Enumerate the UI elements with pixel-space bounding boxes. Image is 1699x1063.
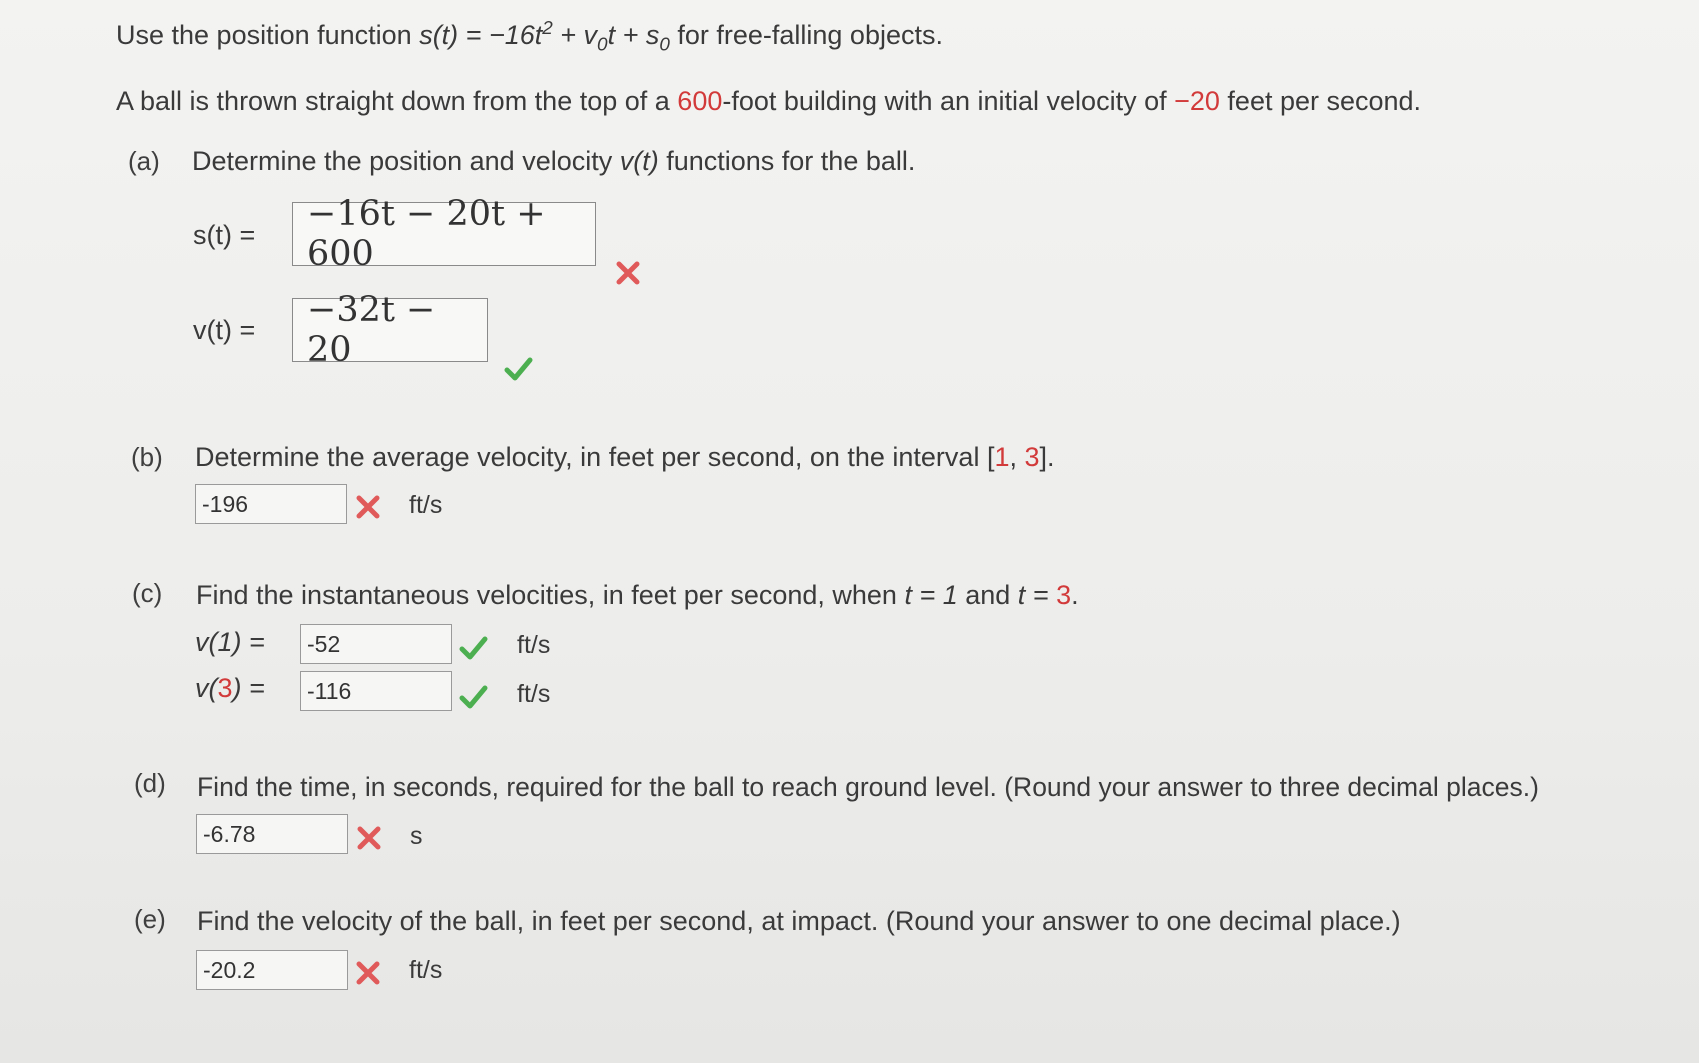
building-height: 600: [677, 86, 723, 116]
intro-prefix: Use the position function: [116, 20, 420, 50]
part-a-letter: (a): [128, 146, 160, 176]
v3-input[interactable]: -116: [300, 671, 452, 711]
part-d-question: Find the time, in seconds, required for the ball to reach ground level. (Round your answer to three decimal places.): [197, 772, 1539, 802]
part-b-question: Determine the average velocity, in feet per second, on the interval [1, 3].: [195, 442, 1055, 472]
part-e-letter: (e): [134, 904, 166, 934]
impact-velocity-input[interactable]: -20.2: [196, 950, 348, 990]
avg-velocity-input[interactable]: -196: [195, 484, 347, 524]
intro-suffix: for free-falling objects.: [669, 20, 943, 50]
correct-check-icon: [503, 354, 533, 384]
incorrect-x-icon: [613, 258, 643, 288]
avg-velocity-unit: ft/s: [409, 491, 443, 519]
v1-input[interactable]: -52: [300, 624, 452, 664]
v-function-answer: −32t − 20: [307, 290, 436, 370]
v1-unit: ft/s: [517, 631, 551, 659]
incorrect-x-icon: [354, 823, 384, 853]
v3-unit: ft/s: [517, 680, 551, 708]
s-function-answer: −16t − 20t + 600: [307, 194, 546, 274]
s-function-answer-box[interactable]: [292, 194, 596, 274]
incorrect-x-icon: [353, 958, 383, 988]
s-function-label: s(t) =: [193, 220, 256, 250]
v1-label: v(1) =: [195, 627, 265, 657]
ground-time-input[interactable]: -6.78: [196, 814, 348, 854]
part-c-letter: (c): [132, 578, 163, 608]
incorrect-x-icon: [353, 492, 383, 522]
correct-check-icon: [458, 682, 488, 712]
ground-time-unit: s: [410, 822, 423, 850]
correct-check-icon: [458, 633, 488, 663]
problem-statement: A ball is thrown straight down from the top of a 600-foot building with an initial velocity of −20 feet per second.: [116, 86, 1422, 116]
v-function-label: v(t) =: [193, 315, 256, 345]
impact-velocity-unit: ft/s: [409, 956, 443, 984]
part-a-question: Determine the position and velocity v(t) functions for the ball.: [192, 146, 916, 176]
part-b-letter: (b): [131, 442, 163, 472]
part-e-question: Find the velocity of the ball, in feet per second, at impact. (Round your answer to one decimal place.): [197, 906, 1401, 936]
v-function-answer-box[interactable]: [292, 290, 488, 370]
intro-text: [116, 18, 943, 56]
part-d-letter: (d): [134, 768, 166, 798]
v3-label: v(3) =: [195, 673, 265, 703]
initial-velocity: −20: [1174, 86, 1220, 116]
intro-formula: $s(t) = -16t^2 + v_0t + s_0$: [419, 18, 670, 56]
part-c-question: Find the instantaneous velocities, in feet per second, when t = 1 and t = 3.: [196, 580, 1079, 610]
